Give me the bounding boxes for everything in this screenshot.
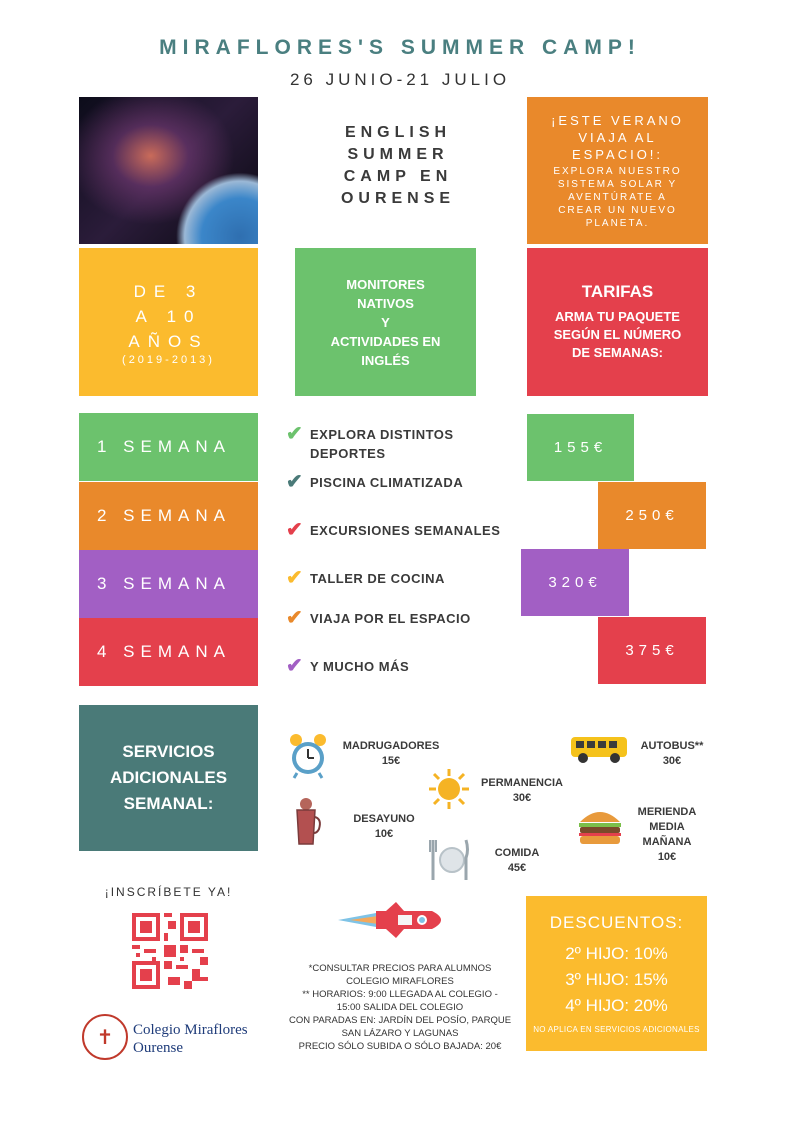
check-icon: ✔ bbox=[286, 471, 303, 493]
service-name: AUTOBUS** bbox=[640, 740, 704, 752]
service-name: PERMANENCIA bbox=[481, 777, 563, 789]
note-line: *CONSULTAR PRECIOS PARA ALUMNOS bbox=[308, 963, 492, 974]
discounts-title: DESCUENTOS: bbox=[549, 913, 684, 932]
service-price: 30€ bbox=[512, 792, 532, 804]
activity-text: VIAJA POR EL ESPACIO bbox=[310, 611, 471, 626]
rocket-icon bbox=[336, 900, 452, 940]
week-3-price: 320€ bbox=[521, 549, 629, 616]
service-name: MAÑANA bbox=[642, 836, 692, 848]
service-merienda bbox=[628, 805, 706, 865]
intro-line: SUMMER bbox=[347, 146, 449, 163]
discount-item: 2º HIJO: 10% bbox=[565, 944, 668, 963]
age-line: A 10 bbox=[135, 306, 202, 326]
space-earth-image bbox=[79, 97, 258, 244]
notes-block bbox=[280, 962, 520, 1053]
monitors-line: Y bbox=[381, 314, 390, 330]
service-price: 30€ bbox=[662, 755, 682, 767]
activity-item bbox=[286, 657, 506, 676]
note-line: SAN LÁZARO Y LAGUNAS bbox=[341, 1028, 459, 1039]
monitors-line: MONITORES bbox=[346, 276, 425, 292]
tarifas-title: TARIFAS bbox=[581, 282, 654, 301]
service-name: COMIDA bbox=[494, 847, 540, 859]
services-line: ADICIONALES bbox=[109, 768, 228, 787]
services-line: SERVICIOS bbox=[122, 742, 215, 761]
week-1-label: 1 SEMANA bbox=[79, 413, 258, 481]
check-icon: ✔ bbox=[286, 655, 303, 677]
check-icon: ✔ bbox=[286, 567, 303, 589]
week-2-price: 250€ bbox=[598, 482, 706, 549]
service-desayuno bbox=[336, 812, 432, 842]
service-price: 15€ bbox=[381, 755, 401, 767]
activity-text: PISCINA CLIMATIZADA bbox=[310, 475, 464, 490]
check-icon: ✔ bbox=[286, 607, 303, 629]
note-line: ** HORARIOS: 9:00 LLEGADA AL COLEGIO - bbox=[302, 989, 498, 1000]
monitors-line: ACTIVIDADES EN bbox=[330, 333, 441, 349]
discount-item: 4º HIJO: 20% bbox=[565, 996, 668, 1015]
service-name: MEDIA bbox=[649, 821, 685, 833]
tarifas-line: SEGÚN EL NÚMERO bbox=[553, 327, 682, 342]
note-line: 15:00 SALIDA DEL COLEGIO bbox=[336, 1002, 464, 1013]
service-name: MADRUGADORES bbox=[342, 740, 440, 752]
space-promo-box bbox=[527, 97, 708, 244]
activity-item bbox=[286, 425, 506, 463]
week-1-price: 155€ bbox=[527, 414, 634, 481]
space-promo-sub-line: AVENTÚRATE A bbox=[568, 191, 667, 203]
plate-cutlery-icon bbox=[428, 838, 470, 882]
school-logo-text bbox=[133, 1021, 248, 1057]
space-promo-sub bbox=[553, 165, 681, 230]
intro-line: OURENSE bbox=[340, 190, 456, 207]
check-icon: ✔ bbox=[286, 423, 303, 445]
space-promo-sub-line: SISTEMA SOLAR Y bbox=[557, 178, 678, 190]
bus-icon bbox=[569, 735, 629, 765]
burger-icon bbox=[576, 806, 624, 846]
services-line: SEMANAL: bbox=[123, 794, 214, 813]
activity-item bbox=[286, 521, 506, 540]
tarifas-line: ARMA TU PAQUETE bbox=[555, 309, 680, 324]
school-seal-icon: ✝ bbox=[82, 1014, 128, 1060]
discount-item: 3º HIJO: 15% bbox=[565, 970, 668, 989]
monitors-line: NATIVOS bbox=[357, 295, 414, 311]
week-3-label: 3 SEMANA bbox=[79, 550, 258, 618]
discount-note: NO APLICA EN SERVICIOS ADICIONALES bbox=[533, 1025, 700, 1034]
age-line: DE 3 bbox=[133, 281, 204, 301]
check-icon: ✔ bbox=[286, 519, 303, 541]
service-name: DESAYUNO bbox=[353, 813, 415, 825]
note-line: CON PARADAS EN: JARDÍN DEL POSÍO, PARQUE bbox=[288, 1015, 512, 1026]
sun-icon bbox=[428, 768, 470, 810]
space-promo-line: ¡ESTE VERANO bbox=[551, 112, 684, 128]
space-promo-line: VIAJA AL bbox=[578, 129, 657, 145]
week-4-price: 375€ bbox=[598, 617, 706, 684]
week-4-label: 4 SEMANA bbox=[79, 618, 258, 686]
intro-line: ENGLISH bbox=[344, 124, 452, 141]
space-promo-sub-line: PLANETA. bbox=[585, 217, 650, 229]
date-range: 26 JUNIO-21 JULIO bbox=[289, 70, 511, 89]
page-title: MIRAFLORES'S SUMMER CAMP! bbox=[159, 36, 641, 59]
service-autobus bbox=[632, 739, 712, 769]
activity-text: Y MUCHO MÁS bbox=[310, 659, 410, 674]
activity-text: EXCURSIONES SEMANALES bbox=[310, 523, 501, 538]
monitors-box bbox=[295, 248, 476, 396]
activity-text: EXPLORA DISTINTOS DEPORTES bbox=[310, 427, 454, 461]
space-promo-line: ESPACIO!: bbox=[571, 146, 664, 162]
services-box bbox=[79, 705, 258, 851]
activity-item bbox=[286, 569, 506, 588]
activity-item bbox=[286, 609, 506, 628]
week-2-label: 2 SEMANA bbox=[79, 482, 258, 550]
school-city: Ourense bbox=[133, 1040, 183, 1056]
alarm-clock-icon bbox=[287, 731, 329, 779]
tarifas-line: DE SEMANAS: bbox=[571, 345, 663, 360]
discounts-box bbox=[526, 896, 707, 1051]
space-promo-sub-line: CREAR UN NUEVO bbox=[558, 204, 677, 216]
note-line: COLEGIO MIRAFLORES bbox=[346, 976, 454, 987]
note-line: PRECIO SÓLO SUBIDA O SÓLO BAJADA: 20€ bbox=[298, 1041, 502, 1052]
service-name: MERIENDA bbox=[637, 806, 697, 818]
signup-label: ¡INSCRÍBETE YA! bbox=[104, 885, 233, 899]
service-permanencia bbox=[474, 776, 570, 806]
space-promo-sub-line: EXPLORA NUESTRO bbox=[553, 165, 682, 177]
intro-line: CAMP EN bbox=[343, 168, 453, 185]
service-comida bbox=[482, 846, 552, 876]
monitors-line: INGLÉS bbox=[361, 352, 410, 368]
service-price: 45€ bbox=[507, 862, 527, 874]
age-years: (2019-2013) bbox=[122, 353, 215, 366]
intro-text bbox=[300, 122, 496, 210]
school-name: Colegio Miraflores bbox=[133, 1022, 248, 1038]
activity-item bbox=[286, 473, 506, 492]
service-price: 10€ bbox=[374, 828, 394, 840]
service-madrugadores bbox=[336, 739, 446, 769]
age-range-box bbox=[79, 248, 258, 396]
qr-code[interactable] bbox=[132, 913, 208, 989]
age-line: AÑOS bbox=[128, 331, 209, 351]
drink-icon bbox=[294, 797, 322, 847]
activity-text: TALLER DE COCINA bbox=[310, 571, 445, 586]
tarifas-box bbox=[527, 248, 708, 396]
service-price: 10€ bbox=[657, 851, 677, 863]
